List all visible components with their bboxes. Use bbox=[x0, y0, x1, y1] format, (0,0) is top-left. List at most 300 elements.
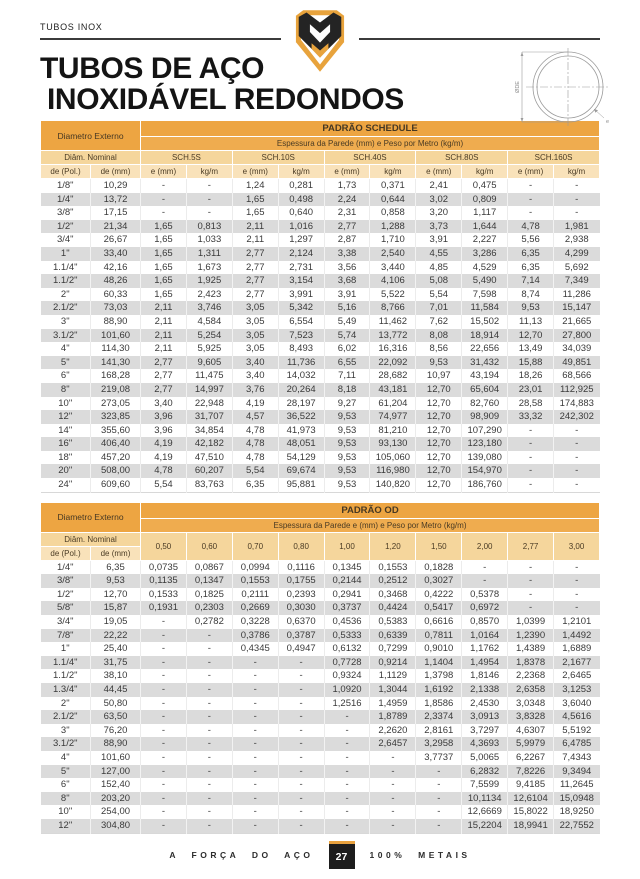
value-cell: 1,6192 bbox=[416, 683, 462, 697]
value-cell: 0,2111 bbox=[232, 588, 278, 602]
table-row bbox=[41, 193, 600, 207]
schedule-table-body bbox=[41, 179, 600, 493]
size-pol-cell: 8" bbox=[41, 792, 91, 806]
title-line-2: INOXIDÁVEL REDONDOS bbox=[47, 83, 404, 116]
value-cell: - bbox=[278, 751, 324, 765]
value-cell: 9,605 bbox=[186, 356, 232, 370]
value-cell: 0,3468 bbox=[370, 588, 416, 602]
value-cell: - bbox=[508, 601, 554, 615]
value-cell: 2,124 bbox=[278, 247, 324, 261]
header-rule bbox=[40, 38, 600, 40]
value-cell: 3,0348 bbox=[508, 697, 554, 711]
value-cell: - bbox=[370, 805, 416, 819]
value-cell: - bbox=[186, 656, 232, 670]
size-pol-cell: 6" bbox=[41, 369, 91, 383]
value-cell: 1,016 bbox=[278, 220, 324, 234]
value-cell: - bbox=[141, 751, 187, 765]
value-cell: 15,8022 bbox=[508, 805, 554, 819]
size-pol-cell: 3.1/2" bbox=[41, 737, 91, 751]
value-cell: 0,475 bbox=[462, 179, 508, 193]
value-cell: 4,106 bbox=[370, 274, 416, 288]
value-cell: - bbox=[186, 642, 232, 656]
value-cell: 242,302 bbox=[554, 410, 600, 424]
value-cell: 43,194 bbox=[462, 369, 508, 383]
table-row bbox=[41, 765, 600, 779]
value-cell: 4,3693 bbox=[462, 737, 508, 751]
size-mm-cell: 273,05 bbox=[91, 397, 141, 411]
value-cell: 18,9941 bbox=[508, 819, 554, 833]
value-cell: 140,820 bbox=[370, 478, 416, 492]
size-pol-cell: 10" bbox=[41, 805, 91, 819]
value-cell: 4,299 bbox=[554, 247, 600, 261]
value-cell: 12,70 bbox=[416, 397, 462, 411]
value-cell: 7,4343 bbox=[562, 751, 592, 763]
value-cell: 7,5599 bbox=[462, 778, 508, 792]
table-row bbox=[41, 356, 600, 370]
value-cell: 3,73 bbox=[416, 220, 462, 234]
value-cell: 4,19 bbox=[141, 451, 187, 465]
value-cell: 3,8328 bbox=[508, 710, 554, 724]
col-header-kg-m: kg/m bbox=[554, 165, 600, 179]
value-cell: 2,8161 bbox=[416, 724, 462, 738]
value-cell: 5,9979 bbox=[508, 737, 554, 751]
value-cell: 10,97 bbox=[416, 369, 462, 383]
size-pol-cell: 7/8" bbox=[41, 629, 91, 643]
value-cell: 5,56 bbox=[508, 233, 554, 247]
value-cell: - bbox=[508, 588, 554, 602]
value-cell: 3,91 bbox=[324, 288, 370, 302]
value-cell: 3,05 bbox=[232, 342, 278, 356]
value-cell: 3,76 bbox=[232, 383, 278, 397]
value-cell: - bbox=[370, 778, 416, 792]
value-cell: - bbox=[508, 478, 554, 492]
size-mm-cell: 48,26 bbox=[91, 274, 141, 288]
value-cell: - bbox=[462, 560, 508, 574]
value-cell: 2,77 bbox=[141, 369, 187, 383]
size-mm-cell: 50,80 bbox=[91, 697, 141, 711]
value-cell: 116,980 bbox=[370, 464, 416, 478]
table-row bbox=[41, 805, 600, 819]
value-cell: 41,973 bbox=[278, 424, 324, 438]
value-cell: 31,432 bbox=[462, 356, 508, 370]
value-cell: - bbox=[232, 765, 278, 779]
size-pol-cell: 1/4" bbox=[41, 560, 91, 574]
value-cell: 0,3737 bbox=[324, 601, 370, 615]
value-cell: 4,78 bbox=[232, 424, 278, 438]
value-cell: 2,41 bbox=[416, 179, 462, 193]
value-cell: 0,5378 bbox=[462, 588, 508, 602]
size-pol-cell: 1.1/2" bbox=[41, 669, 91, 683]
table-row bbox=[41, 588, 600, 602]
size-mm-cell: 33,40 bbox=[91, 247, 141, 261]
size-mm-cell: 60,33 bbox=[91, 288, 141, 302]
value-cell: 9,53 bbox=[324, 410, 370, 424]
value-cell: 1,65 bbox=[232, 206, 278, 220]
value-cell: - bbox=[141, 819, 187, 833]
table-row bbox=[41, 397, 600, 411]
value-cell: 0,3786 bbox=[232, 629, 278, 643]
value-cell: 0,0994 bbox=[232, 560, 278, 574]
value-cell: 5,54 bbox=[141, 478, 187, 492]
value-cell: - bbox=[186, 751, 232, 765]
value-cell: 6,554 bbox=[278, 315, 324, 329]
value-cell: 13,772 bbox=[370, 329, 416, 343]
value-cell: 3,68 bbox=[324, 274, 370, 288]
value-cell: - bbox=[141, 656, 187, 670]
value-cell: - bbox=[232, 751, 278, 765]
table-row bbox=[41, 301, 600, 315]
value-cell: - bbox=[141, 697, 187, 711]
value-cell: - bbox=[141, 710, 187, 724]
value-cell: 0,2782 bbox=[186, 615, 232, 629]
value-cell: - bbox=[232, 683, 278, 697]
value-cell: - bbox=[462, 574, 508, 588]
value-cell: 1,311 bbox=[186, 247, 232, 261]
size-mm-cell: 88,90 bbox=[91, 315, 141, 329]
value-cell: 0,1825 bbox=[186, 588, 232, 602]
value-cell: 0,4536 bbox=[324, 615, 370, 629]
col-header-e-mm: e (mm) bbox=[232, 165, 278, 179]
value-cell: 1,4954 bbox=[462, 656, 508, 670]
value-cell: - bbox=[324, 751, 370, 765]
value-cell: 2,77 bbox=[324, 220, 370, 234]
value-cell: 9,53 bbox=[324, 478, 370, 492]
value-cell: 61,204 bbox=[370, 397, 416, 411]
size-pol-cell: 14" bbox=[41, 424, 91, 438]
value-cell: 5,5192 bbox=[562, 724, 592, 736]
value-cell: 60,207 bbox=[186, 464, 232, 478]
value-cell: 9,53 bbox=[324, 464, 370, 478]
value-cell: - bbox=[186, 193, 232, 207]
value-cell: 3,440 bbox=[370, 261, 416, 275]
value-cell: - bbox=[232, 792, 278, 806]
value-cell: 105,060 bbox=[370, 451, 416, 465]
value-cell: 2,11 bbox=[141, 329, 187, 343]
value-cell: 4,6307 bbox=[508, 724, 554, 738]
value-cell: 7,62 bbox=[416, 315, 462, 329]
value-cell: 18,26 bbox=[508, 369, 554, 383]
value-cell: - bbox=[575, 424, 579, 436]
value-cell: 9,53 bbox=[416, 356, 462, 370]
value-cell: 8,08 bbox=[416, 329, 462, 343]
value-cell: 3,746 bbox=[186, 301, 232, 315]
value-cell: - bbox=[554, 437, 600, 451]
value-cell: - bbox=[416, 765, 462, 779]
value-cell: 0,813 bbox=[186, 220, 232, 234]
value-cell: 7,11 bbox=[324, 369, 370, 383]
table-row bbox=[41, 220, 600, 234]
value-cell: - bbox=[554, 464, 600, 478]
table-row bbox=[41, 669, 600, 683]
value-cell: 10,1134 bbox=[462, 792, 508, 806]
table-row bbox=[41, 315, 600, 329]
value-cell: 1,673 bbox=[186, 261, 232, 275]
size-pol-cell: 1/2" bbox=[41, 588, 91, 602]
table-row bbox=[41, 792, 600, 806]
value-cell: 9,53 bbox=[508, 301, 554, 315]
value-cell: 12,70 bbox=[416, 437, 462, 451]
value-cell: 139,080 bbox=[462, 451, 508, 465]
value-cell: 12,70 bbox=[416, 424, 462, 438]
thickness-col-header: 0,80 bbox=[278, 532, 324, 560]
value-cell: 0,7811 bbox=[416, 629, 462, 643]
value-cell: 1,6889 bbox=[562, 643, 592, 655]
value-cell: 0,1135 bbox=[141, 574, 187, 588]
col-header-e-mm: e (mm) bbox=[508, 165, 554, 179]
size-mm-cell: 6,35 bbox=[91, 560, 141, 574]
size-pol-cell: 1.1/4" bbox=[41, 261, 91, 275]
size-mm-cell: 203,20 bbox=[91, 792, 141, 806]
table-row bbox=[41, 383, 600, 397]
value-cell: 1,0164 bbox=[462, 629, 508, 643]
value-cell: 3,286 bbox=[462, 247, 508, 261]
value-cell: - bbox=[278, 710, 324, 724]
value-cell: 0,4222 bbox=[416, 588, 462, 602]
size-mm-cell: 31,75 bbox=[91, 656, 141, 670]
value-cell: - bbox=[508, 574, 554, 588]
value-cell: - bbox=[324, 819, 370, 833]
table-row bbox=[41, 615, 600, 629]
size-pol-cell: 2.1/2" bbox=[41, 710, 91, 724]
value-cell: 2,6358 bbox=[508, 683, 554, 697]
table-row bbox=[41, 369, 600, 383]
value-cell: 2,24 bbox=[324, 193, 370, 207]
value-cell: 2,77 bbox=[141, 356, 187, 370]
value-cell: 0,8570 bbox=[462, 615, 508, 629]
table-row bbox=[41, 683, 600, 697]
value-cell: 5,0065 bbox=[462, 751, 508, 765]
table-row bbox=[41, 424, 600, 438]
value-cell: - bbox=[186, 819, 232, 833]
value-cell: 15,502 bbox=[462, 315, 508, 329]
value-cell: 4,584 bbox=[186, 315, 232, 329]
size-mm-cell: 26,67 bbox=[91, 233, 141, 247]
value-cell: - bbox=[232, 656, 278, 670]
value-cell: 93,130 bbox=[370, 437, 416, 451]
col-header-mm: de (mm) bbox=[91, 165, 141, 179]
value-cell: 12,6104 bbox=[508, 792, 554, 806]
diameter-dim-label: ØDE bbox=[515, 81, 521, 93]
col-header-kg-m: kg/m bbox=[370, 165, 416, 179]
value-cell: 1,0399 bbox=[508, 615, 554, 629]
value-cell: 1,8789 bbox=[370, 710, 416, 724]
value-cell: 3,56 bbox=[324, 261, 370, 275]
size-mm-cell: 323,85 bbox=[91, 410, 141, 424]
value-cell: - bbox=[141, 792, 187, 806]
value-cell: 0,4947 bbox=[278, 642, 324, 656]
value-cell: 81,210 bbox=[370, 424, 416, 438]
value-cell: 11,584 bbox=[462, 301, 508, 315]
value-cell: - bbox=[324, 765, 370, 779]
size-pol-cell: 16" bbox=[41, 437, 91, 451]
value-cell: 1,65 bbox=[141, 261, 187, 275]
value-cell: 4,5616 bbox=[554, 710, 600, 724]
value-cell: 0,3027 bbox=[416, 574, 462, 588]
value-cell: 2,11 bbox=[141, 315, 187, 329]
value-cell: 8,493 bbox=[278, 342, 324, 356]
thickness-col-header: 3,00 bbox=[554, 532, 600, 560]
size-pol-cell: 2" bbox=[41, 697, 91, 711]
brand-logo bbox=[281, 10, 359, 72]
value-cell: 36,522 bbox=[278, 410, 324, 424]
value-cell: - bbox=[508, 179, 554, 193]
value-cell: 28,682 bbox=[370, 369, 416, 383]
value-cell: - bbox=[278, 656, 324, 670]
value-cell: - bbox=[508, 451, 554, 465]
value-cell: 2,731 bbox=[278, 261, 324, 275]
size-mm-cell: 19,05 bbox=[91, 615, 141, 629]
value-cell: 9,27 bbox=[324, 397, 370, 411]
value-cell: 27,800 bbox=[554, 329, 600, 343]
value-cell: - bbox=[278, 765, 324, 779]
value-cell: - bbox=[370, 751, 416, 765]
value-cell: - bbox=[416, 778, 462, 792]
size-pol-cell: 5" bbox=[41, 356, 91, 370]
sch-group-header: SCH.160S bbox=[508, 151, 600, 165]
table-row bbox=[41, 329, 600, 343]
value-cell: 0,6370 bbox=[278, 615, 324, 629]
value-cell: - bbox=[141, 805, 187, 819]
value-cell: 0,9214 bbox=[370, 656, 416, 670]
value-cell: - bbox=[508, 193, 554, 207]
size-pol-cell: 1/4" bbox=[41, 193, 91, 207]
value-cell: 1,0920 bbox=[324, 683, 370, 697]
value-cell: - bbox=[278, 805, 324, 819]
table-row bbox=[41, 601, 600, 615]
value-cell: 0,9324 bbox=[324, 669, 370, 683]
size-pol-cell: 10" bbox=[41, 397, 91, 411]
size-mm-cell: 219,08 bbox=[91, 383, 141, 397]
value-cell: 0,1116 bbox=[278, 560, 324, 574]
value-cell: 0,371 bbox=[370, 179, 416, 193]
table-row bbox=[41, 574, 600, 588]
value-cell: - bbox=[186, 629, 232, 643]
value-cell: - bbox=[186, 737, 232, 751]
value-cell: 7,349 bbox=[554, 274, 600, 288]
wall-thickness-label: e bbox=[606, 119, 610, 125]
schedule-table-subtitle: Espessura da Parede (mm) e Peso por Metro (kg/m) bbox=[141, 137, 600, 151]
value-cell: - bbox=[508, 437, 554, 451]
value-cell: - bbox=[324, 792, 370, 806]
value-cell: 3,40 bbox=[232, 356, 278, 370]
size-pol-cell: 20" bbox=[41, 464, 91, 478]
value-cell: - bbox=[278, 724, 324, 738]
value-cell: 9,53 bbox=[324, 424, 370, 438]
value-cell: 2,77 bbox=[141, 383, 187, 397]
value-cell: 22,092 bbox=[370, 356, 416, 370]
value-cell: - bbox=[186, 206, 232, 220]
size-pol-cell: 3/8" bbox=[41, 574, 91, 588]
value-cell: 49,851 bbox=[554, 356, 600, 370]
value-cell: 3,2958 bbox=[416, 737, 462, 751]
size-mm-cell: 304,80 bbox=[91, 819, 141, 833]
size-mm-cell: 168,28 bbox=[91, 369, 141, 383]
value-cell: 2,227 bbox=[462, 233, 508, 247]
value-cell: 5,925 bbox=[186, 342, 232, 356]
value-cell: 3,02 bbox=[416, 193, 462, 207]
size-pol-cell: 3/8" bbox=[41, 206, 91, 220]
value-cell: - bbox=[278, 792, 324, 806]
value-cell: 4,55 bbox=[416, 247, 462, 261]
value-cell: - bbox=[232, 724, 278, 738]
value-cell: 3,96 bbox=[141, 424, 187, 438]
size-mm-cell: 12,70 bbox=[91, 588, 141, 602]
value-cell: 8,766 bbox=[370, 301, 416, 315]
value-cell: 1,2390 bbox=[508, 629, 554, 643]
value-cell: - bbox=[416, 805, 462, 819]
value-cell: 18,914 bbox=[462, 329, 508, 343]
value-cell: 2,4530 bbox=[462, 697, 508, 711]
value-cell: 1,981 bbox=[554, 220, 600, 234]
value-cell: 34,039 bbox=[562, 343, 592, 355]
value-cell: - bbox=[141, 206, 187, 220]
value-cell: 1,117 bbox=[462, 206, 508, 220]
value-cell: 15,0948 bbox=[554, 792, 600, 806]
value-cell: 0,0735 bbox=[141, 560, 187, 574]
value-cell: 4,78 bbox=[232, 451, 278, 465]
value-cell: 7,14 bbox=[508, 274, 554, 288]
value-cell: 1,288 bbox=[370, 220, 416, 234]
value-cell: 2,77 bbox=[232, 247, 278, 261]
value-cell: 42,182 bbox=[186, 437, 232, 451]
table-row bbox=[41, 629, 600, 643]
value-cell: 0,0867 bbox=[186, 560, 232, 574]
size-mm-cell: 42,16 bbox=[91, 261, 141, 275]
size-pol-cell: 1.1/4" bbox=[41, 656, 91, 670]
col-header-e-mm: e (mm) bbox=[416, 165, 462, 179]
value-cell: 2,3374 bbox=[416, 710, 462, 724]
value-cell: - bbox=[575, 588, 579, 600]
value-cell: 186,760 bbox=[462, 478, 508, 492]
sch-group-header: SCH.80S bbox=[416, 151, 508, 165]
value-cell: 0,1828 bbox=[416, 560, 462, 574]
value-cell: 0,858 bbox=[370, 206, 416, 220]
value-cell: 0,4424 bbox=[370, 601, 416, 615]
value-cell: 0,4345 bbox=[232, 642, 278, 656]
value-cell: - bbox=[554, 601, 600, 615]
value-cell: 0,1755 bbox=[278, 574, 324, 588]
schedule-table-title: PADRÃO SCHEDULE bbox=[141, 121, 600, 137]
size-mm-cell: 609,60 bbox=[91, 478, 141, 492]
od-table-title: PADRÃO OD bbox=[141, 502, 600, 518]
value-cell: 6,4785 bbox=[554, 737, 600, 751]
nominal-diameter-header: Diâm. Nominal bbox=[41, 532, 141, 546]
value-cell: - bbox=[324, 778, 370, 792]
value-cell: 154,970 bbox=[462, 464, 508, 478]
value-cell: - bbox=[141, 193, 187, 207]
value-cell: 1,8146 bbox=[462, 669, 508, 683]
size-mm-cell: 101,60 bbox=[91, 329, 141, 343]
value-cell: 0,6972 bbox=[462, 601, 508, 615]
value-cell: 1,65 bbox=[141, 274, 187, 288]
value-cell: 3,05 bbox=[232, 329, 278, 343]
value-cell: - bbox=[141, 765, 187, 779]
table-row bbox=[41, 751, 600, 765]
value-cell: 4,85 bbox=[416, 261, 462, 275]
value-cell: - bbox=[324, 737, 370, 751]
value-cell: - bbox=[186, 697, 232, 711]
value-cell: 6,2832 bbox=[462, 765, 508, 779]
value-cell: - bbox=[141, 669, 187, 683]
value-cell: 5,16 bbox=[324, 301, 370, 315]
footer-slogan-left: A FORÇA DO AÇO bbox=[169, 850, 314, 860]
value-cell: 1,24 bbox=[232, 179, 278, 193]
od-table-subtitle: Espessura da Parede e (mm) e Peso por Metro (kg/m) bbox=[141, 518, 600, 532]
value-cell: - bbox=[324, 724, 370, 738]
value-cell: 2,11 bbox=[141, 342, 187, 356]
value-cell: 2,1677 bbox=[554, 656, 600, 670]
value-cell: 11,736 bbox=[278, 356, 324, 370]
